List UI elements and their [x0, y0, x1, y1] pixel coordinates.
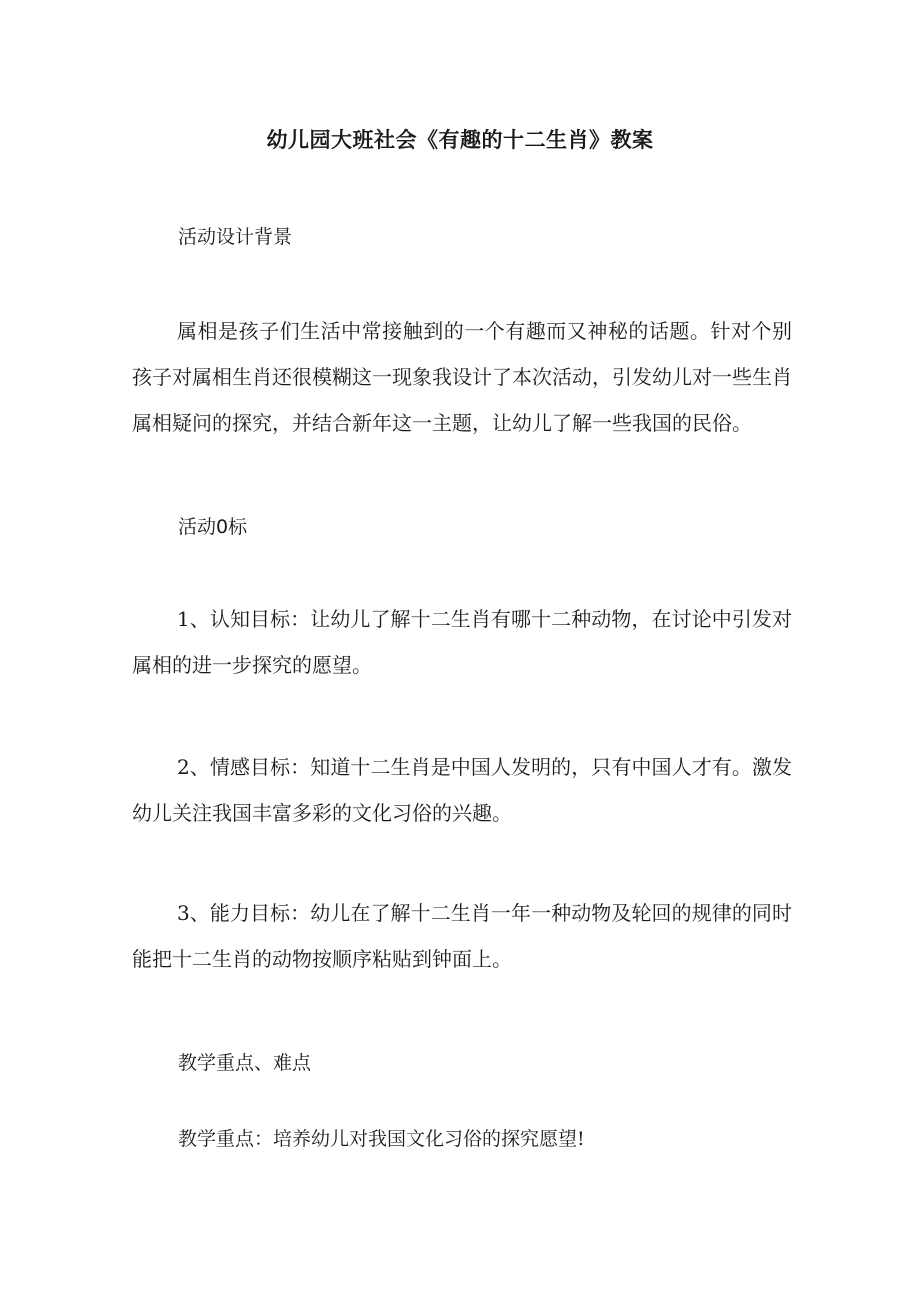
section-heading-background: 活动设计背景	[178, 226, 293, 248]
section-heading-key-points: 教学重点、难点	[178, 1052, 312, 1074]
background-paragraph: 属相是孩子们生活中常接触到的一个有趣而又神秘的话题。针对个别孩子对属相生肖还很模糊这一现象我设计了本次活动，引发幼儿对一些生肖属相疑问的探究，并结合新年这一主题，让幼儿了解一些我国的民俗。	[132, 319, 792, 435]
goal-item-emotional: 2、情感目标：知道十二生肖是中国人发明的，只有中国人才有。激发幼儿关注我国丰富多彩的文化习俗的兴趣。	[132, 755, 792, 825]
goal-item-ability: 3、能力目标：幼儿在了解十二生肖一年一种动物及轮回的规律的同时能把十二生肖的动物按顺序粘贴到钟面上。	[132, 901, 792, 971]
section-heading-goals: 活动0标	[178, 516, 248, 538]
document-title: 幼儿园大班社会《有趣的十二生肖》教案	[266, 128, 654, 152]
goal-item-cognitive: 1、认知目标：让幼儿了解十二生肖有哪十二种动物，在讨论中引发对属相的进一步探究的愿望。	[132, 607, 792, 677]
key-point-line: 教学重点：培养幼儿对我国文化习俗的探究愿望!	[178, 1128, 585, 1150]
